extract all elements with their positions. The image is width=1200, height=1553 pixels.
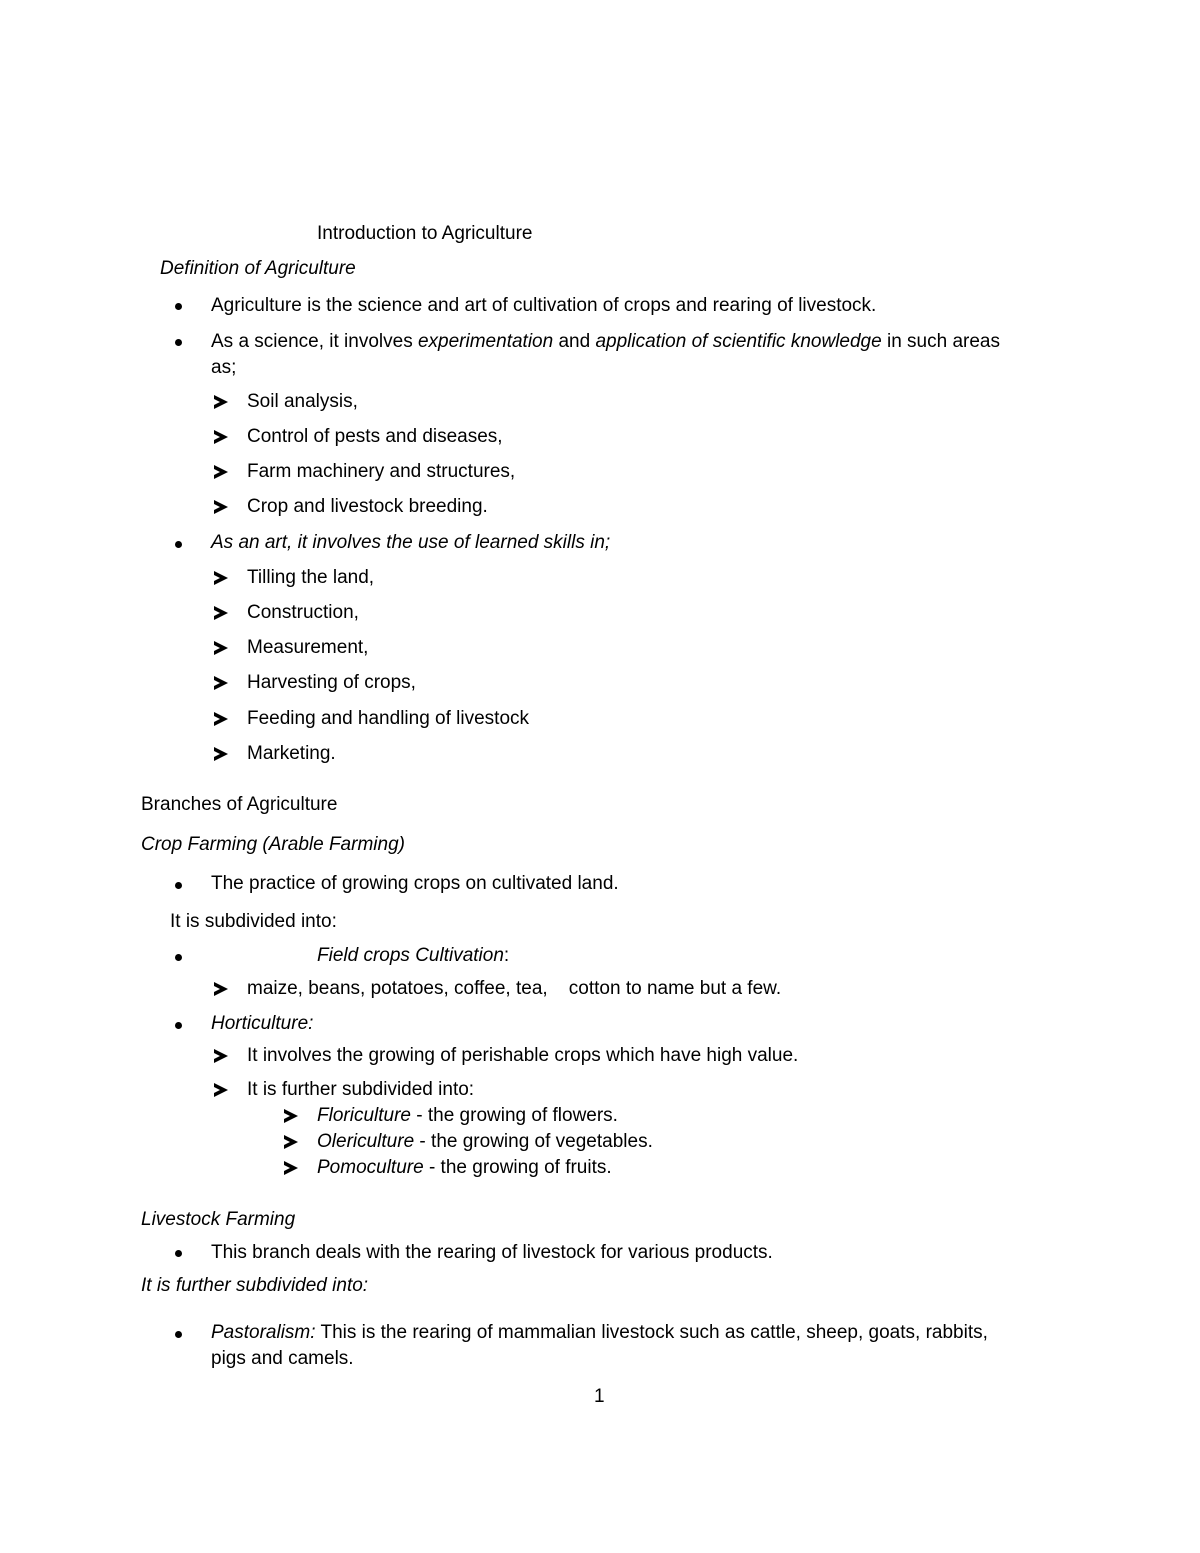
arrow-bullet-icon: [214, 430, 228, 444]
text-run: experimentation: [417, 331, 554, 352]
text-run: As a science, it involves: [211, 331, 418, 352]
arrow-bullet-icon: [214, 571, 228, 585]
list-item: Marketing.: [247, 743, 336, 764]
text-run: :: [503, 945, 510, 966]
bullet-icon: [175, 339, 182, 346]
text-run: - the growing of flowers.: [410, 1105, 618, 1126]
text-run: and: [553, 331, 596, 352]
list-item: It involves the growing of perishable crops which have high value.: [247, 1045, 799, 1066]
field-crops-examples: maize, beans, potatoes, coffee, tea, cotton to name but a few.: [247, 978, 782, 999]
arrow-bullet-icon: [214, 1083, 228, 1097]
definition-heading: Definition of Agriculture: [160, 258, 356, 279]
document-title: Introduction to Agriculture: [317, 223, 533, 244]
crop-bullet-1: The practice of growing crops on cultivated land.: [211, 873, 619, 894]
text-run: - the growing of vegetables.: [414, 1131, 653, 1152]
branches-heading: Branches of Agriculture: [141, 794, 338, 815]
text-run: This is the rearing of mammalian livestock such as cattle, sheep, goats, rabbits,: [315, 1322, 988, 1343]
livestock-subdivided-text: It is further subdivided into:: [141, 1275, 369, 1296]
text-run: Field crops Cultivation: [317, 945, 504, 966]
list-item: Crop and livestock breeding.: [247, 496, 488, 517]
list-item: Tilling the land,: [247, 567, 375, 588]
bullet-icon: [175, 541, 182, 548]
hort-sub-item: [317, 1131, 653, 1154]
pastoralism-item-cont: pigs and camels.: [211, 1348, 354, 1369]
bullet-icon: [175, 1250, 182, 1257]
crop-farming-heading: Crop Farming (Arable Farming): [141, 834, 405, 855]
text-run: - the growing of fruits.: [423, 1157, 612, 1178]
text-run: Pastoralism:: [211, 1322, 316, 1343]
pastoralism-item: [211, 1322, 988, 1345]
text-run: in such areas: [881, 331, 1000, 352]
arrow-bullet-icon: [214, 1049, 228, 1063]
text-run: Olericulture: [317, 1131, 415, 1152]
text-run: Floriculture: [317, 1105, 411, 1126]
bullet-icon: [175, 1022, 182, 1029]
arrow-bullet-icon: [214, 641, 228, 655]
bullet-icon: [175, 1331, 182, 1338]
text-run: application of scientific knowledge: [595, 331, 882, 352]
arrow-bullet-icon: [214, 676, 228, 690]
bullet-icon: [175, 303, 182, 310]
list-item: Measurement,: [247, 637, 369, 658]
bullet-icon: [175, 954, 182, 961]
arrow-bullet-icon: [284, 1161, 298, 1175]
text-run: Pomoculture: [317, 1157, 424, 1178]
arrow-bullet-icon: [214, 606, 228, 620]
list-item: Feeding and handling of livestock: [247, 708, 530, 729]
list-item: Farm machinery and structures,: [247, 461, 516, 482]
arrow-bullet-icon: [214, 712, 228, 726]
hort-sub-item: [317, 1105, 618, 1128]
list-item: Harvesting of crops,: [247, 672, 416, 693]
arrow-bullet-icon: [214, 395, 228, 409]
arrow-bullet-icon: [214, 982, 228, 996]
arrow-bullet-icon: [214, 465, 228, 479]
arrow-bullet-icon: [284, 1109, 298, 1123]
bullet-icon: [175, 882, 182, 889]
subdivided-text: It is subdivided into:: [170, 911, 337, 932]
arrow-bullet-icon: [214, 747, 228, 761]
arrow-bullet-icon: [214, 500, 228, 514]
definition-bullet-3: As an art, it involves the use of learned skills in;: [211, 532, 611, 553]
page-number: 1: [594, 1386, 605, 1407]
field-crops-label: [317, 945, 509, 968]
list-item: It is further subdivided into:: [247, 1079, 475, 1100]
horticulture-label: Horticulture:: [211, 1013, 314, 1034]
hort-sub-item: [317, 1157, 612, 1180]
definition-bullet-2: [211, 331, 1000, 354]
livestock-bullet-1: This branch deals with the rearing of livestock for various products.: [211, 1242, 773, 1263]
livestock-farming-heading: Livestock Farming: [141, 1209, 296, 1230]
list-item: Soil analysis,: [247, 391, 358, 412]
arrow-bullet-icon: [284, 1135, 298, 1149]
list-item: Construction,: [247, 602, 359, 623]
definition-bullet-2-cont: as;: [211, 357, 237, 378]
definition-bullet-1: Agriculture is the science and art of cultivation of crops and rearing of livestock.: [211, 295, 877, 316]
list-item: Control of pests and diseases,: [247, 426, 503, 447]
